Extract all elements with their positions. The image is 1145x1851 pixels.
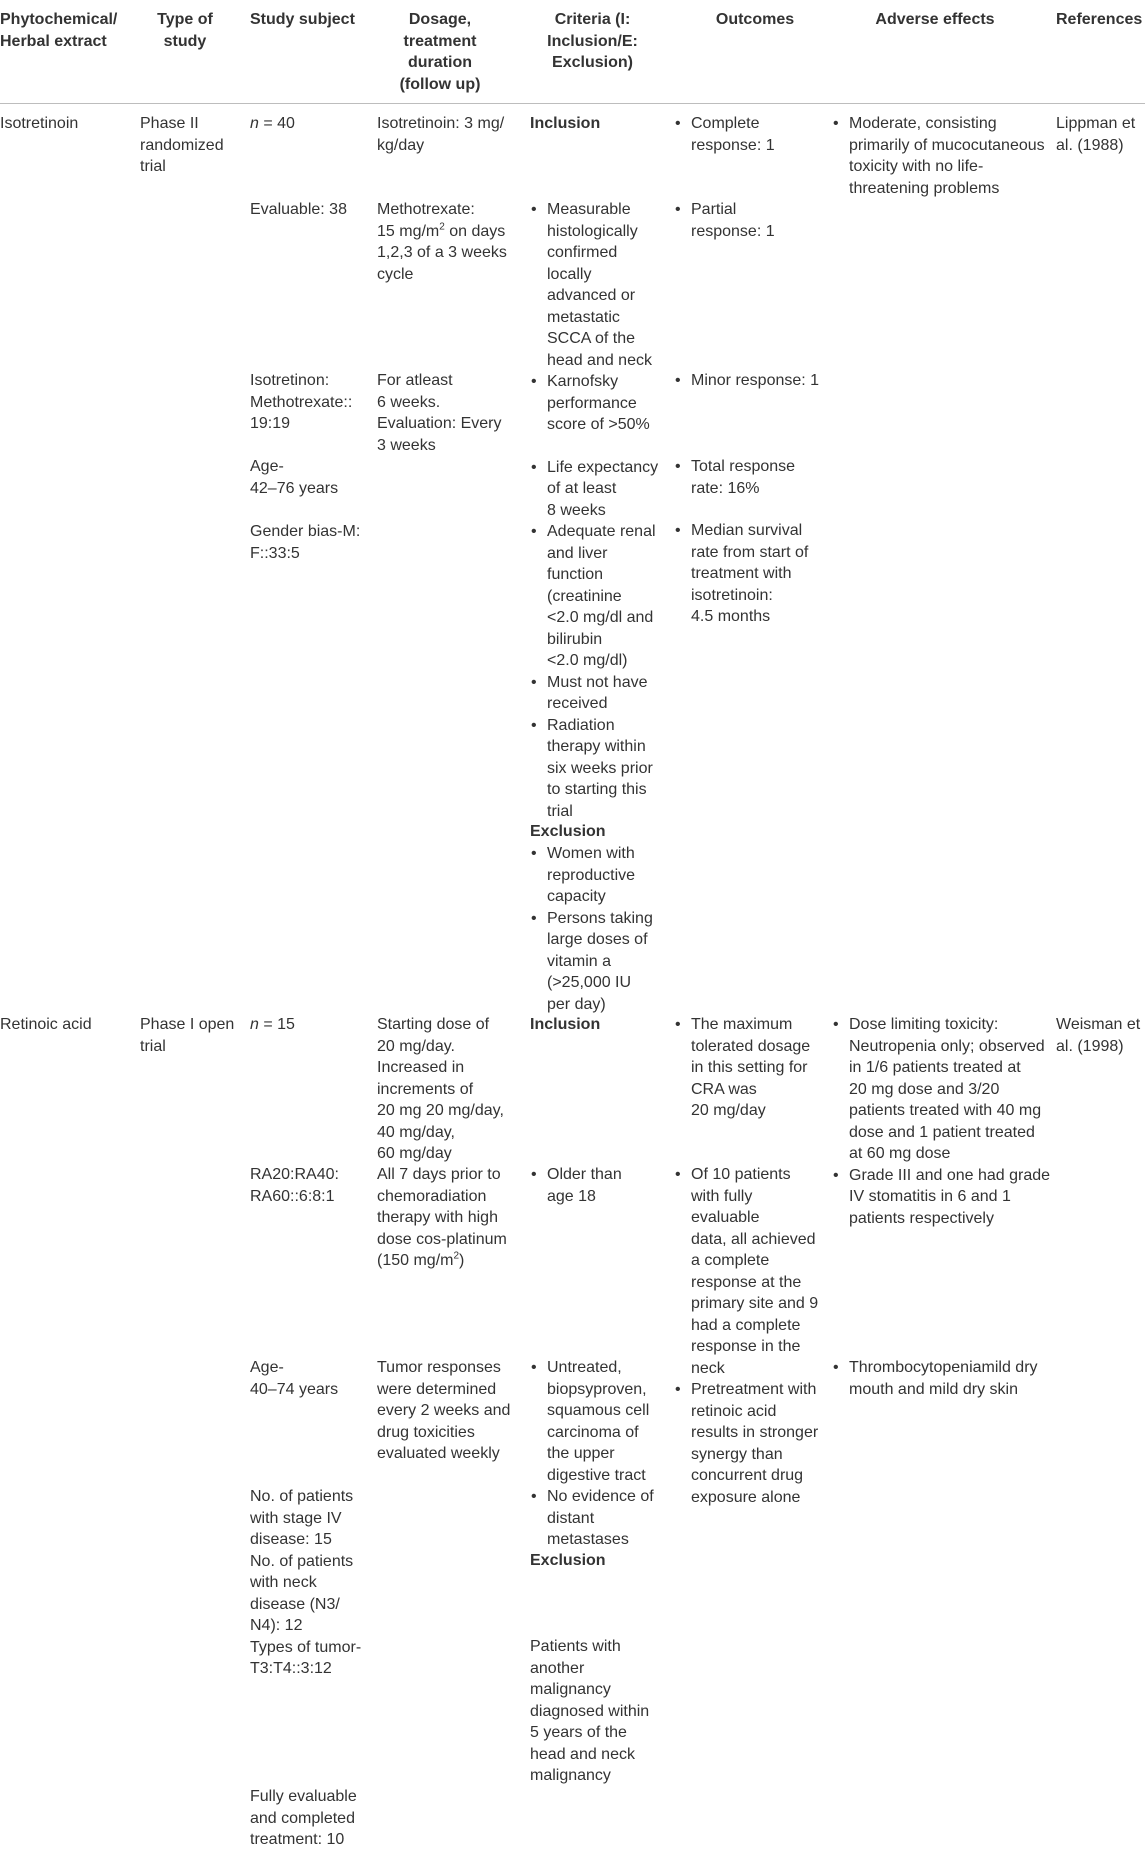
row1-outcomes-1: [674, 113, 824, 156]
row1-reference: Lippman et al. (1988): [1056, 115, 1136, 154]
adverse-item: • Moderate, consisting primarily of mucocutaneous toxicity with no life- threatening problems: [832, 113, 1054, 199]
row2-criteria-inclusion-list-2: [530, 1357, 670, 1551]
row1-type-of-study: Phase II randomized trial: [140, 115, 224, 175]
header-dosage: Dosage, treatment duration (follow up): [399, 11, 481, 93]
criteria-item: • Older than age 18: [530, 1164, 670, 1207]
row2-reference: Weisman et al. (1998): [1056, 1016, 1141, 1055]
row2-dosage-timing: All 7 days prior to chemoradiation therapy with high dose cos-platinum (150 $mg/m^2$): [377, 1166, 507, 1269]
criteria-item: • Untreated, biopsyproven, squamous cell carcinoma of the upper digestive tract: [530, 1357, 670, 1486]
criteria-item: • Persons taking large doses of vitamin a (>25,000 IU per day): [530, 908, 670, 1016]
adverse-item: • Grade III and one had grade IV stomatitis in 6 and 1 patients respectively: [832, 1165, 1054, 1230]
header-phytochemical: Phytochemical/ Herbal extract: [0, 11, 118, 50]
row2-phytochemical: Retinoic acid: [0, 1016, 92, 1033]
row1-criteria-inclusion-list: [530, 199, 670, 822]
criteria-item: • Must not have received: [530, 672, 670, 715]
row2-criteria-inclusion-heading: Inclusion: [530, 1016, 601, 1033]
row2-criteria-exclusion-heading: Exclusion: [530, 1552, 606, 1569]
row1-dosage-methotrexate: Methotrexate: 15 $mg/m^2$ on days 1,2,3 of a 3 weeks cycle: [377, 201, 507, 283]
header-criteria: Criteria (I: Inclusion/E: Exclusion): [547, 11, 638, 71]
row2-criteria-inclusion-list-1: [530, 1164, 670, 1207]
row2-criteria-exclusion-text: Patients with another malignancy diagnosed within 5 years of the head and neck malignancy: [530, 1638, 650, 1784]
row1-outcomes-3: [674, 370, 824, 392]
criteria-item: • Life expectancy of at least 8 weeks: [530, 457, 670, 522]
row1-criteria-exclusion-list: [530, 843, 670, 1015]
row1-outcomes-4: [674, 456, 824, 628]
row1-subject-age: Age- 42–76 years: [250, 458, 339, 497]
header-type-of-study: Type of study: [157, 11, 213, 50]
adverse-item: • Thrombocytopeniamild dry mouth and mild dry skin: [832, 1357, 1054, 1400]
row2-dosage-starting: Starting dose of 20 mg/day. Increased in increments of 20 mg 20 mg/day, 40 mg/day, 60 mg/day: [377, 1016, 504, 1162]
outcome-item: • Total response rate: 16%: [674, 456, 824, 499]
row1-adverse-effects: [832, 113, 1054, 199]
outcome-item: • Minor response: 1: [674, 370, 824, 392]
criteria-item: • Women with reproductive capacity: [530, 843, 670, 908]
criteria-item: • Karnofsky performance score of >50%: [530, 371, 670, 436]
row2-outcomes-1: [674, 1014, 824, 1122]
criteria-item: • Adequate renal and liver function (creatinine <2.0 mg/dl and bilirubin <2.0 mg/dl): [530, 521, 670, 672]
outcome-item: • Median survival rate from start of treatment with isotretinoin: 4.5 months: [674, 520, 824, 628]
row1-dosage-isotretinoin: Isotretinoin: 3 mg/ kg/day: [377, 115, 505, 154]
criteria-item: • Measurable histologically confirmed locally advanced or metastatic SCCA of the head and neck: [530, 199, 670, 371]
row1-subject-n: n = 40: [250, 115, 295, 132]
row2-outcomes-2: [674, 1164, 824, 1508]
header-study-subject: Study subject: [250, 11, 355, 28]
row2-dosage-evaluation: Tumor responses were determined every 2 weeks and drug toxicities evaluated weekly: [377, 1359, 511, 1462]
header-references: References: [1056, 11, 1143, 28]
row1-criteria-exclusion-heading: Exclusion: [530, 823, 606, 840]
row2-subject-fully-evaluable: Fully evaluable and completed treatment: 10: [250, 1788, 357, 1848]
row2-subject-ratio: RA20:RA40: RA60::6:8:1: [250, 1166, 339, 1205]
outcome-item: • Of 10 patients with fully evaluable data, all achieved a complete response at the primary site and 9 had a complete response in the neck: [674, 1164, 824, 1379]
row1-subject-evaluable: Evaluable: 38: [250, 201, 347, 218]
row1-outcomes-2: [674, 199, 824, 242]
row1-phytochemical: Isotretinoin: [0, 115, 79, 132]
criteria-item: • Radiation therapy within six weeks prior to starting this trial: [530, 715, 670, 823]
row1-subject-gender: Gender bias-M: F::33:5: [250, 523, 361, 562]
row2-adverse-effects: [832, 1014, 1054, 1229]
outcome-item: • Pretreatment with retinoic acid results in stronger synergy than concurrent drug exposure alone: [674, 1379, 824, 1508]
criteria-item: • No evidence of distant metastases: [530, 1486, 670, 1551]
row1-subject-ratio: Isotretinon: Methotrexate:: 19:19: [250, 372, 353, 432]
row1-dosage-duration: For atleast 6 weeks. Evaluation: Every 3 weeks: [377, 372, 502, 454]
outcome-item: • Partial response: 1: [674, 199, 824, 242]
row2-subject-age: Age- 40–74 years: [250, 1359, 339, 1398]
row2-subject-stage: No. of patients with stage IV disease: 15 No. of patients with neck disease (N3/ N4): 12 Types of tumor- T3:T4::3:12: [250, 1488, 362, 1677]
header-outcomes: Outcomes: [715, 11, 795, 28]
outcome-item: • Complete response: 1: [674, 113, 824, 156]
table-header: [0, 0, 1145, 104]
row2-subject-n: n = 15: [250, 1016, 295, 1033]
row2-adverse-effects-2: [832, 1357, 1054, 1400]
row1-criteria-inclusion-heading: Inclusion: [530, 115, 601, 132]
row2-type-of-study: Phase I open trial: [140, 1016, 235, 1055]
header-adverse-effects: Adverse effects: [875, 11, 995, 28]
adverse-item: • Dose limiting toxicity: Neutropenia only; observed in 1/6 patients treated at 20 mg dose and 3/20 patients treated with 40 mg dose and 1 patient treated at 60 mg dose: [832, 1014, 1054, 1165]
outcome-item: • The maximum tolerated dosage in this setting for CRA was 20 mg/day: [674, 1014, 824, 1122]
